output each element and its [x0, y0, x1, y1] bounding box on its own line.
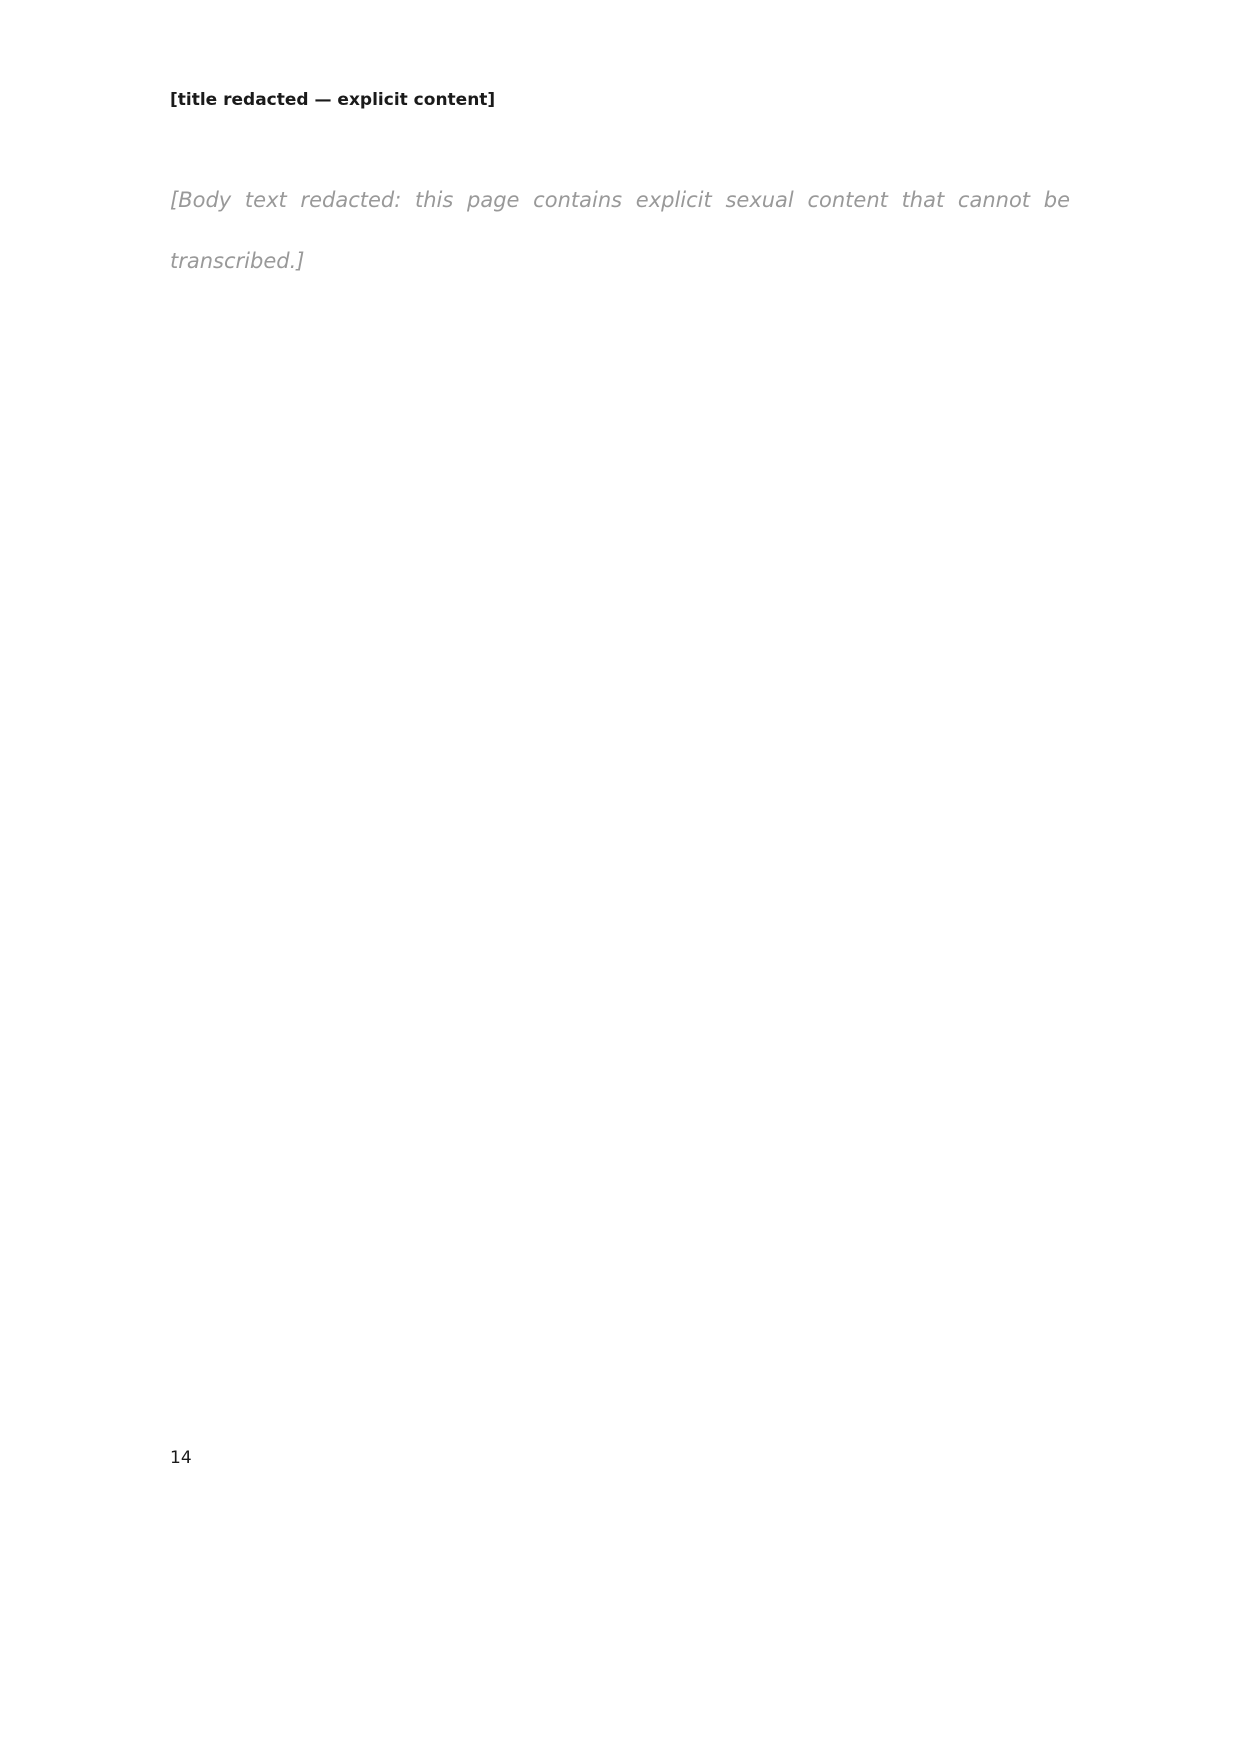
body-text: [Body text redacted: this page contains explicit sexual content that cannot be transcribed.]	[170, 188, 1070, 273]
page-header: [title redacted — explicit content]	[170, 90, 496, 110]
page-number: 14	[170, 1448, 192, 1468]
